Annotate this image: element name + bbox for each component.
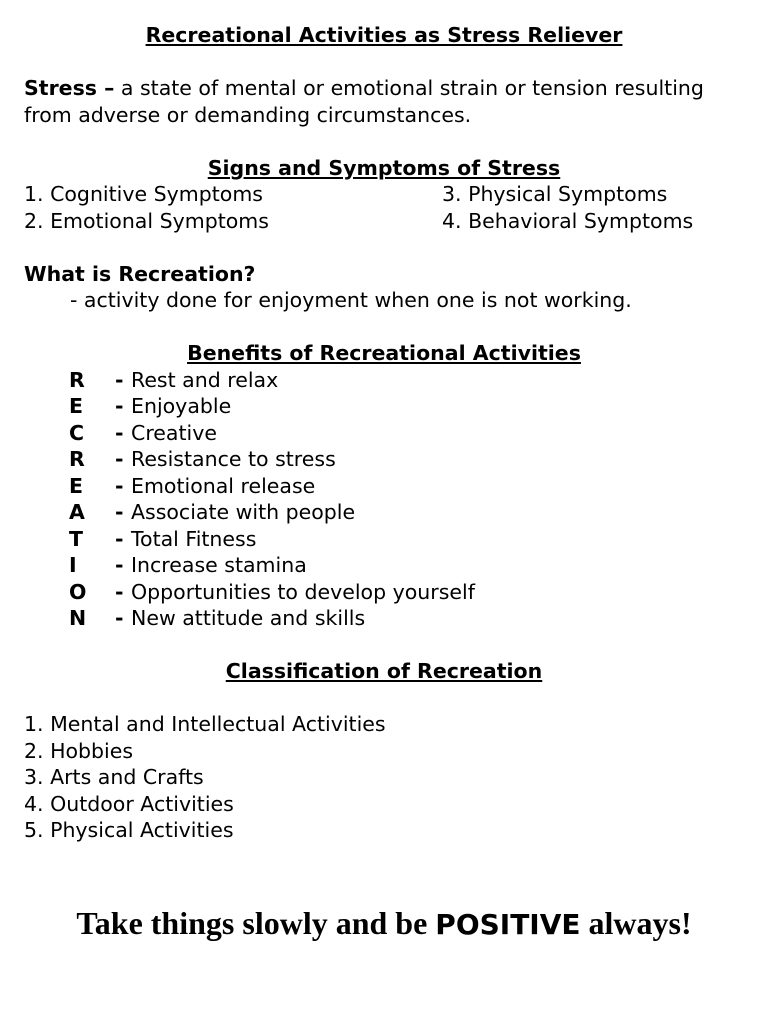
motto-emphasis: POSITIVE — [435, 908, 581, 941]
signs-item: 1. Cognitive Symptoms — [24, 182, 263, 206]
acronym-letter: I — [69, 553, 77, 577]
motto — [0, 903, 768, 945]
signs-row-2 — [24, 208, 744, 235]
document-page — [24, 22, 744, 844]
signs-item: 4. Behavioral Symptoms — [442, 208, 694, 233]
benefit-dash: - — [115, 579, 124, 604]
benefit-text: New attitude and skills — [131, 606, 366, 630]
benefit-dash: - — [115, 394, 124, 418]
benefits-heading: Benefits of Recreational Activities — [187, 341, 581, 365]
benefit-row — [24, 579, 744, 606]
acronym-letter: R — [69, 447, 85, 471]
benefit-dash: - — [115, 606, 124, 630]
acronym-letter: A — [69, 500, 85, 524]
benefit-text: Total Fitness — [131, 526, 257, 551]
motto-part-1: Take things slowly and be — [76, 905, 436, 941]
stress-definition — [24, 75, 744, 128]
signs-item: 2. Emotional Symptoms — [24, 208, 269, 233]
benefit-text: Resistance to stress — [131, 447, 336, 471]
classification-item: 1. Mental and Intellectual Activities — [24, 712, 386, 736]
stress-definition-text: a state of mental or emotional strain or tension resulting from adverse or demanding circumstances. — [24, 76, 704, 127]
benefit-dash: - — [115, 420, 124, 445]
classification-heading: Classification of Recreation — [225, 659, 543, 683]
document-title: Recreational Activities as Stress Reliever — [145, 23, 623, 47]
acronym-letter: E — [69, 394, 84, 418]
acronym-letter: N — [69, 606, 87, 630]
signs-item: 3. Physical Symptoms — [442, 182, 668, 206]
benefit-dash: - — [115, 473, 124, 498]
classification-item: 4. Outdoor Activities — [24, 791, 234, 816]
acronym-letter: C — [69, 420, 85, 445]
acronym-letter: R — [69, 367, 85, 392]
benefit-dash: - — [115, 447, 124, 471]
classification-item: 3. Arts and Crafts — [24, 765, 204, 789]
benefit-row — [24, 526, 744, 553]
recreation-answer: - activity done for enjoyment when one is not working. — [70, 288, 632, 312]
benefit-dash: - — [115, 367, 124, 392]
benefit-row — [24, 446, 744, 473]
benefit-row — [24, 367, 744, 394]
acronym-letter: T — [69, 526, 83, 551]
benefit-dash: - — [115, 526, 124, 551]
signs-heading: Signs and Symptoms of Stress — [207, 155, 561, 180]
benefit-text: Increase stamina — [131, 553, 307, 577]
benefit-row — [24, 473, 744, 500]
benefit-row — [24, 393, 744, 420]
benefit-text: Opportunities to develop yourself — [131, 579, 475, 604]
benefit-row — [24, 552, 744, 579]
benefit-dash: - — [115, 553, 124, 577]
motto-part-2: always! — [580, 905, 692, 941]
benefit-text: Associate with people — [131, 500, 356, 524]
benefit-text: Emotional release — [131, 473, 316, 498]
benefit-dash: - — [115, 500, 124, 524]
acronym-letter: E — [69, 473, 84, 498]
benefit-text: Creative — [131, 420, 217, 445]
signs-row-1 — [24, 181, 744, 208]
classification-item: 2. Hobbies — [24, 738, 134, 763]
stress-term: Stress – — [24, 76, 115, 100]
benefit-row — [24, 605, 744, 632]
classification-item: 5. Physical Activities — [24, 818, 234, 842]
recreation-question: What is Recreation? — [24, 261, 256, 286]
acronym-letter: O — [69, 579, 87, 604]
benefit-text: Rest and relax — [131, 367, 279, 392]
benefit-row — [24, 420, 744, 447]
benefits-list — [24, 367, 744, 632]
benefit-row — [24, 499, 744, 526]
classification-list — [24, 711, 744, 844]
benefit-text: Enjoyable — [131, 394, 232, 418]
